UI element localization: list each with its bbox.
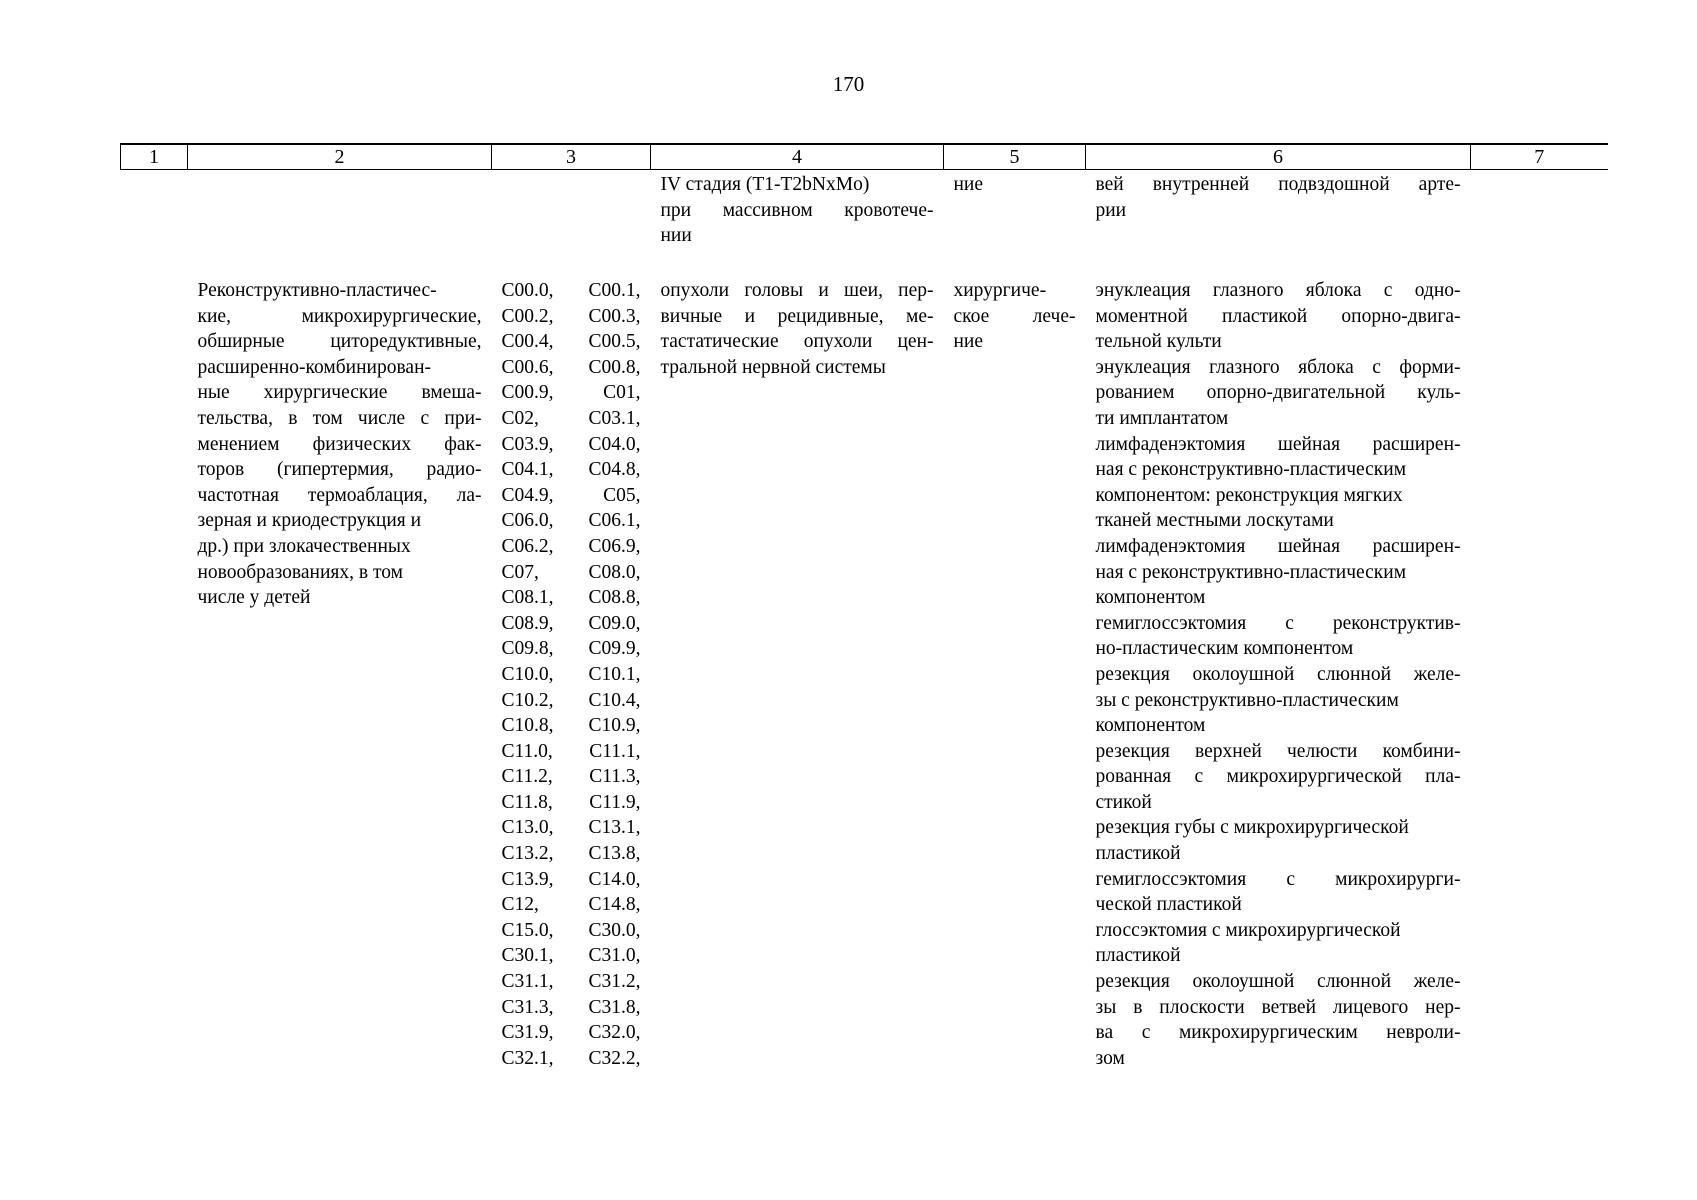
icd-code: C14.8, bbox=[588, 894, 641, 916]
row1-col7 bbox=[1471, 170, 1608, 279]
icd-code: C00.6, bbox=[501, 356, 554, 378]
icd-code: C11.2, bbox=[501, 766, 553, 788]
icd-code: C11.0, bbox=[501, 740, 553, 762]
icd-code: C08.1, bbox=[501, 587, 554, 609]
method-line: ва с микрохирургическим невроли- bbox=[1095, 1022, 1461, 1044]
icd-code: C31.3, bbox=[501, 996, 554, 1018]
row2-col2-intervention bbox=[188, 278, 492, 1071]
model-line: тастатические опухоли цен- bbox=[660, 331, 934, 353]
icd-code: C04.8, bbox=[588, 459, 641, 481]
method-line: глоссэктомия с микрохирургической bbox=[1095, 919, 1401, 941]
row1-col5-treatment: ние bbox=[953, 174, 984, 195]
intervention-line: числе у детей bbox=[197, 587, 311, 609]
method-line: резекция губы с микрохирургической bbox=[1095, 817, 1409, 839]
icd-code: C32.0, bbox=[588, 1022, 641, 1044]
icd-code: C30.0, bbox=[588, 919, 641, 941]
row2-col4-model bbox=[651, 278, 944, 1071]
row2-col6-methods bbox=[1086, 278, 1471, 1071]
method-line: ческой пластикой bbox=[1095, 894, 1242, 916]
method-line: лимфаденэктомия шейная расширен- bbox=[1095, 433, 1461, 455]
icd-code: C00.4, bbox=[501, 331, 554, 353]
method-line: но-пластическим компонентом bbox=[1095, 638, 1354, 660]
column-number-header-row bbox=[121, 144, 1608, 170]
icd-code: C15.0, bbox=[501, 919, 554, 941]
icd-code: C31.1, bbox=[501, 971, 554, 993]
table-row bbox=[121, 170, 1608, 279]
method-line: зом bbox=[1095, 1047, 1125, 1069]
intervention-line: кие, микрохирургические, bbox=[197, 305, 482, 327]
intervention-line: новообразованиях, в том bbox=[197, 561, 403, 583]
method-line: пластикой bbox=[1095, 843, 1181, 865]
intervention-line: др.) при злокачественных bbox=[197, 535, 411, 557]
method-line: зы с реконструктивно-пластическим bbox=[1095, 689, 1399, 711]
icd-code: C04.9, bbox=[501, 484, 554, 506]
table-row bbox=[121, 278, 1608, 1071]
method-line: пластикой bbox=[1095, 945, 1181, 967]
column-header-2: 2 bbox=[188, 144, 492, 170]
method-line: ти имплантатом bbox=[1095, 407, 1229, 429]
method-line: тканей местными лоскутами bbox=[1095, 510, 1334, 532]
method-line: ная с реконструктивно-пластическим bbox=[1095, 561, 1407, 583]
icd-code: C31.2, bbox=[588, 971, 641, 993]
method-line: стикой bbox=[1095, 791, 1152, 813]
method-line: лимфаденэктомия шейная расширен- bbox=[1095, 535, 1461, 557]
stage-line: нии bbox=[660, 225, 692, 247]
icd-code: C10.4, bbox=[588, 689, 641, 711]
icd-code: C09.0, bbox=[588, 612, 641, 634]
model-line: опухоли головы и шеи, пер- bbox=[660, 280, 934, 301]
treatment-line: ние bbox=[953, 331, 984, 353]
icd-code: C10.0, bbox=[501, 663, 554, 685]
method-line: ная с реконструктивно-пластическим bbox=[1095, 459, 1407, 481]
icd-code: C08.0, bbox=[588, 561, 641, 583]
column-header-5: 5 bbox=[944, 144, 1086, 170]
row2-col5-treatment-type bbox=[944, 278, 1086, 1071]
model-line: вичные и рецидивные, ме- bbox=[660, 305, 934, 327]
intervention-line: торов (гипертермия, радио- bbox=[197, 459, 482, 481]
intervention-line: зерная и криодеструкция и bbox=[197, 510, 422, 532]
icd-code: C06.0, bbox=[501, 510, 554, 532]
icd-code: C30.1, bbox=[501, 945, 554, 967]
method-line: энуклеация глазного яблока с одно- bbox=[1095, 280, 1461, 301]
row1-col2 bbox=[188, 170, 492, 279]
method-line: рованием опорно-двигательной куль- bbox=[1095, 382, 1461, 404]
method-line: компонентом bbox=[1095, 715, 1206, 737]
column-header-3: 3 bbox=[492, 144, 651, 170]
icd-code: C08.9, bbox=[501, 612, 554, 634]
method-line: компонентом: реконструкция мягких bbox=[1095, 484, 1403, 506]
row2-col7 bbox=[1471, 278, 1608, 1071]
icd-code: C13.1, bbox=[588, 817, 641, 839]
row1-col1 bbox=[121, 170, 188, 279]
intervention-line: Реконструктивно-пластичес- bbox=[197, 280, 437, 301]
icd-code: C31.8, bbox=[588, 996, 641, 1018]
icd-code: C05, bbox=[603, 484, 641, 506]
method-line: гемиглоссэктомия с реконструктив- bbox=[1095, 612, 1461, 634]
icd-code: C00.8, bbox=[588, 356, 641, 378]
intervention-line: расширенно-комбинирован- bbox=[197, 356, 431, 378]
icd-code: C02, bbox=[501, 407, 539, 429]
method-line: моментной пластикой опорно-двига- bbox=[1095, 305, 1461, 327]
model-line: тральной нервной системы bbox=[660, 356, 886, 378]
icd-code: C06.9, bbox=[588, 535, 641, 557]
icd-code: C13.2, bbox=[501, 843, 554, 865]
column-header-1: 1 bbox=[121, 144, 188, 170]
intervention-line: обширные циторедуктивные, bbox=[197, 331, 482, 353]
column-header-4: 4 bbox=[651, 144, 944, 170]
icd-code: C01, bbox=[603, 382, 641, 404]
method-line: вей внутренней подвздошной арте- bbox=[1095, 174, 1461, 195]
intervention-line: менением физических фак- bbox=[197, 433, 482, 455]
icd-code: C32.2, bbox=[588, 1047, 641, 1069]
icd-code: C32.1, bbox=[501, 1047, 554, 1069]
method-line: резекция верхней челюсти комбини- bbox=[1095, 740, 1461, 762]
icd-code: C10.2, bbox=[501, 689, 554, 711]
icd-code: C00.0, bbox=[501, 280, 554, 301]
icd-code: C09.9, bbox=[588, 638, 641, 660]
icd-code: C04.0, bbox=[588, 433, 641, 455]
icd-code: C13.0, bbox=[501, 817, 554, 839]
intervention-line: частотная термоаблация, ла- bbox=[197, 484, 482, 506]
icd-code: C11.3, bbox=[589, 766, 641, 788]
icd-code: C11.8, bbox=[501, 791, 553, 813]
medical-care-table bbox=[120, 143, 1608, 1071]
stage-line: IV стадия (T1-T2bNxMo) bbox=[660, 174, 870, 195]
method-line: резекция околоушной слюнной желе- bbox=[1095, 971, 1461, 993]
icd-code: C12, bbox=[501, 894, 539, 916]
icd-code: C10.8, bbox=[501, 715, 554, 737]
column-header-7: 7 bbox=[1471, 144, 1608, 170]
icd-code: C03.9, bbox=[501, 433, 554, 455]
icd-code: C13.9, bbox=[501, 868, 554, 890]
row1-col4-stage bbox=[651, 170, 944, 279]
icd-code: C07, bbox=[501, 561, 539, 583]
icd-code: C09.8, bbox=[501, 638, 554, 660]
method-line: рованная с микрохирургической пла- bbox=[1095, 766, 1461, 788]
icd-code: C00.3, bbox=[588, 305, 641, 327]
icd-code: C08.8, bbox=[588, 587, 641, 609]
icd-code: C00.1, bbox=[588, 280, 641, 301]
icd-code: C06.1, bbox=[588, 510, 641, 532]
method-line: рии bbox=[1095, 199, 1127, 221]
method-line: компонентом bbox=[1095, 587, 1206, 609]
icd-code: C10.9, bbox=[588, 715, 641, 737]
treatment-line: хирургиче- bbox=[953, 280, 1047, 301]
method-line: гемиглоссэктомия с микрохирурги- bbox=[1095, 868, 1461, 890]
method-line: энуклеация глазного яблока с форми- bbox=[1095, 356, 1461, 378]
icd-code: C14.0, bbox=[588, 868, 641, 890]
icd-code: C06.2, bbox=[501, 535, 554, 557]
treatment-line: ское лече- bbox=[953, 305, 1076, 327]
row2-col3-icd-codes bbox=[492, 278, 651, 1071]
icd-code: C04.1, bbox=[501, 459, 554, 481]
icd-code: C00.2, bbox=[501, 305, 554, 327]
icd-code: C10.1, bbox=[588, 663, 641, 685]
intervention-line: тельства, в том числе с при- bbox=[197, 407, 482, 429]
row1-col3 bbox=[492, 170, 651, 279]
stage-line: при массивном кровотече- bbox=[660, 199, 934, 221]
method-line: тельной культи bbox=[1095, 331, 1222, 353]
icd-code: C00.5, bbox=[588, 331, 641, 353]
icd-code: C31.9, bbox=[501, 1022, 554, 1044]
intervention-line: ные хирургические вмеша- bbox=[197, 382, 482, 404]
page-number: 170 bbox=[832, 72, 865, 96]
method-line: зы в плоскости ветвей лицевого нер- bbox=[1095, 996, 1461, 1018]
row2-col1 bbox=[121, 278, 188, 1071]
icd-code: C11.9, bbox=[589, 791, 641, 813]
column-header-6: 6 bbox=[1086, 144, 1471, 170]
method-line: резекция околоушной слюнной желе- bbox=[1095, 663, 1461, 685]
icd-code: C31.0, bbox=[588, 945, 641, 967]
icd-code: C03.1, bbox=[588, 407, 641, 429]
icd-code: C13.8, bbox=[588, 843, 641, 865]
row1-col6-method bbox=[1086, 170, 1471, 279]
icd-code: C11.1, bbox=[589, 740, 641, 762]
icd-code: C00.9, bbox=[501, 382, 554, 404]
